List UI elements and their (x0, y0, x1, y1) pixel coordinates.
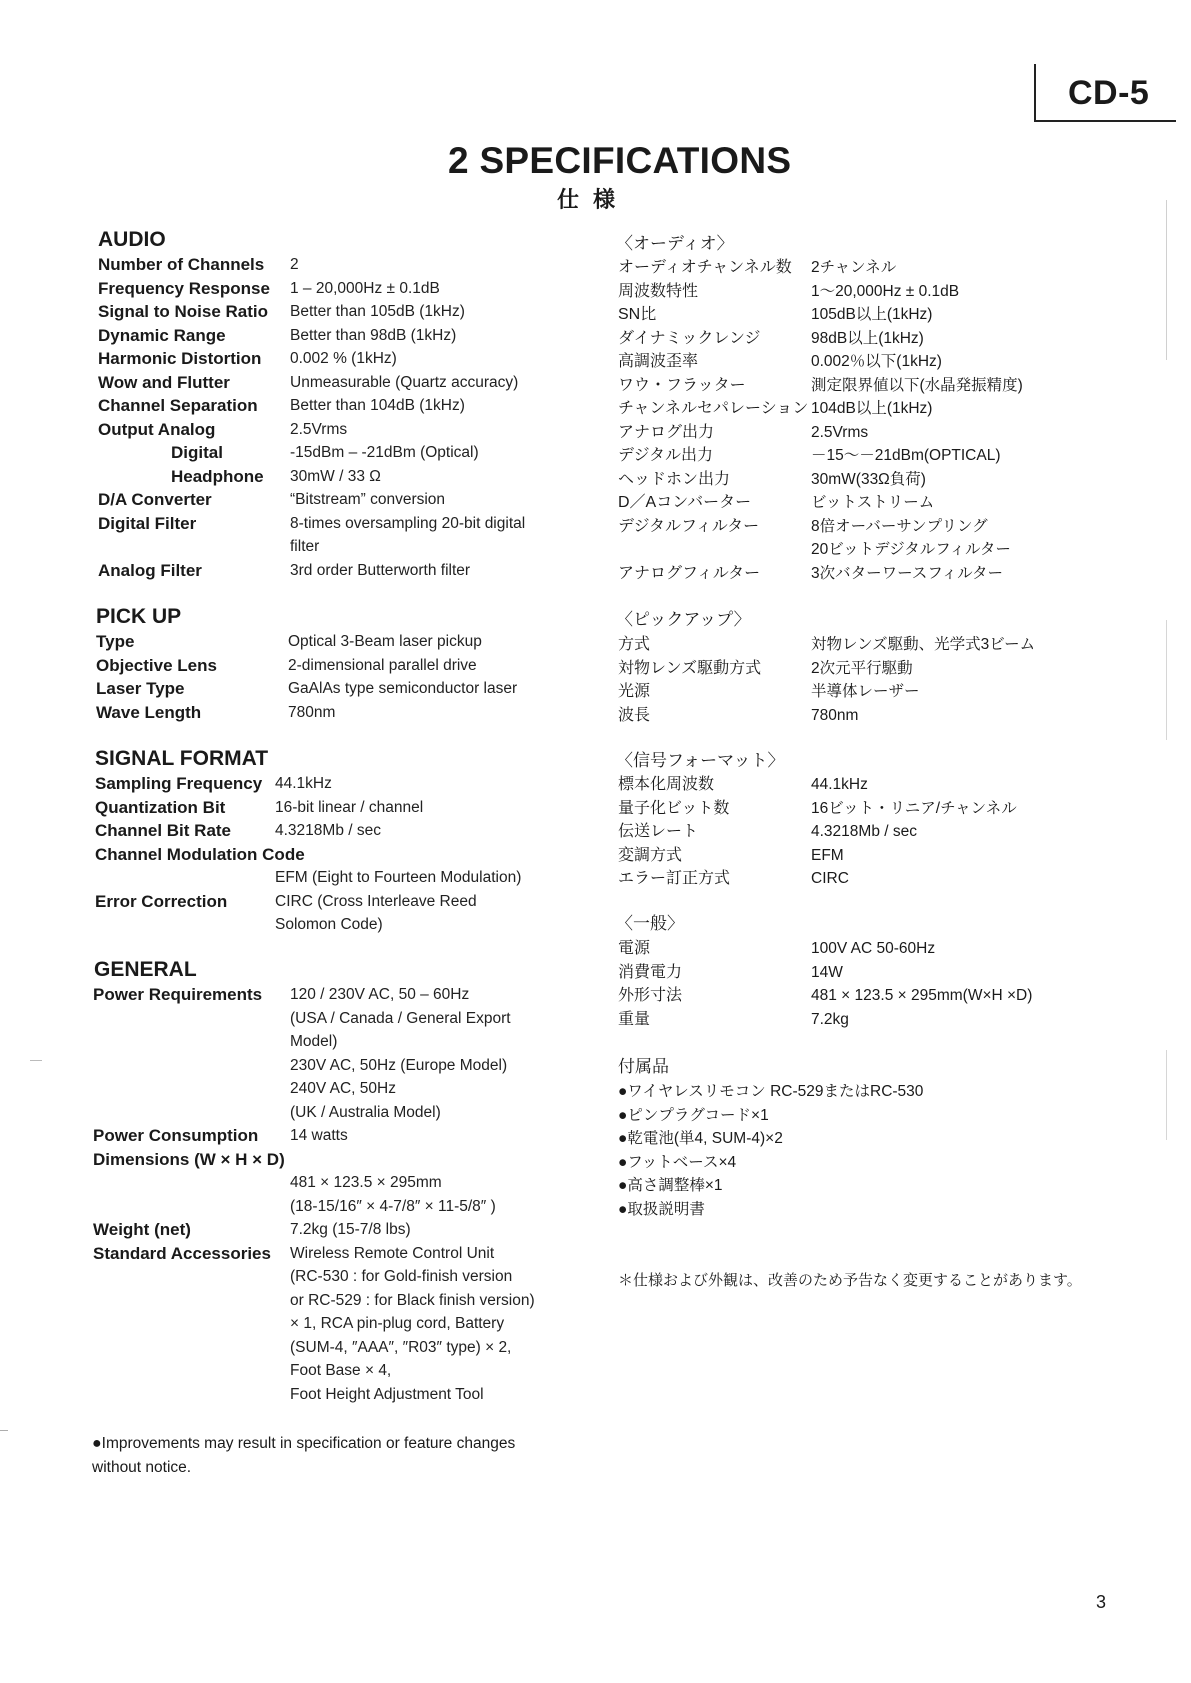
spec-row (95, 772, 565, 796)
jp-spec-label: デジタル出力 (618, 447, 714, 464)
spec-label: Headphone (171, 466, 264, 486)
page-number: 3 (1096, 1592, 1107, 1612)
jp-spec-value: 2チャンネル (811, 259, 897, 276)
spec-value: 7.2kg (15-7/8 lbs) (290, 1221, 411, 1238)
jp-spec-value: 16ビット・リニア/チャンネル (811, 799, 1017, 817)
spec-value: 120 / 230V AC, 50 – 60Hz (USA / Canada / General Export Model) 230V AC, 50Hz (Europe Model) 240V AC, 50Hz (UK / Australia Model) (290, 986, 511, 1121)
spec-label: Weight (net) (93, 1220, 191, 1239)
spec-row (98, 347, 580, 371)
spec-value: 481 × 123.5 × 295mm (18-15/16″ × 4-7/8″ × 11-5/8″ ) (290, 1174, 496, 1215)
spec-value: EFM (Eight to Fourteen Modulation) (275, 869, 522, 886)
jp-spec-value: 3次バターワースフィルター (811, 564, 1003, 582)
spec-row (98, 512, 580, 559)
jp-spec-value: 0.002％以下(1kHz) (811, 353, 942, 370)
jp-spec-row (618, 397, 1023, 421)
jp-spec-label: チャンネルセパレーション (618, 400, 809, 417)
jp-note: ＊仕様および外観は、改善のため予告なく変更することがあります。 (618, 1272, 1082, 1289)
scan-artifact (30, 1060, 42, 1061)
jp-spec-value: 8倍オーバーサンプリング 20ビットデジタルフィルター (811, 517, 1011, 558)
spec-label: Output Analog (98, 419, 216, 439)
spec-value: 2.5Vrms (290, 420, 348, 438)
spec-label: Power Consumption (93, 1126, 259, 1145)
footnote (92, 1432, 562, 1479)
jp-spec-value: 半導体レーザー (811, 683, 920, 700)
spec-row (93, 983, 580, 1124)
jp-spec-value: 44.1kHz (811, 776, 868, 793)
spec-value: Optical 3-Beam laser pickup (288, 633, 482, 650)
spec-label: Standard Accessories (93, 1243, 271, 1263)
spec-label: Digital (171, 443, 223, 462)
spec-row (98, 465, 580, 489)
spec-row (98, 394, 580, 418)
jp-spec-row (618, 657, 1035, 681)
jp-spec-label: 光源 (618, 683, 651, 700)
spec-value: Better than 98dB (1kHz) (290, 326, 457, 344)
jp-spec-label: ワウ・フラッター (618, 376, 746, 394)
jp-spec-value: EFM (811, 846, 844, 864)
spec-value: 1 – 20,000Hz ± 0.1dB (290, 279, 440, 297)
jp-spec-row (618, 680, 1035, 704)
jp-spec-value: 4.3218Mb / sec (811, 823, 917, 840)
jp-spec-row (618, 773, 1017, 797)
jp-spec-label: SN比 (618, 306, 657, 323)
spec-row (98, 371, 580, 395)
jp-spec-label: アナログフィルター (618, 564, 761, 582)
bullet-icon: ● (92, 1435, 102, 1452)
spec-row (95, 890, 565, 937)
jp-spec-label: 消費電力 (618, 963, 683, 981)
spec-label: Objective Lens (96, 655, 217, 675)
spec-label: Power Requirements (93, 985, 263, 1004)
jp-spec-value: 780nm (811, 706, 859, 724)
footnote-text: Improvements may result in specification or feature changes without notice. (92, 1435, 516, 1476)
jp-spec-value: 104dB以上(1kHz) (811, 400, 933, 417)
spec-label: Channel Modulation Code (95, 844, 305, 864)
general-heading: GENERAL (94, 958, 197, 981)
jp-spec-row (618, 421, 1023, 445)
jp-spec-label: 波長 (618, 706, 651, 724)
jp-signal-spec-list (618, 773, 1017, 891)
spec-label: Type (96, 632, 135, 651)
spec-row (98, 488, 580, 512)
jp-spec-row (618, 350, 1023, 374)
jp-spec-row (618, 984, 1032, 1008)
spec-row (98, 253, 580, 277)
spec-value: 3rd order Butterworth filter (290, 561, 471, 579)
jp-spec-label: ヘッドホン出力 (618, 470, 731, 488)
spec-value: 14 watts (290, 1127, 348, 1144)
jp-spec-label: デジタルフィルター (618, 517, 760, 535)
jp-spec-row (618, 961, 1032, 985)
spec-value: 16-bit linear / channel (275, 798, 424, 816)
spec-row (98, 441, 580, 465)
spec-value: GaAlAs type semiconductor laser (288, 680, 518, 697)
jp-accessory-item: ●高さ調整棒×1 (618, 1177, 723, 1194)
jp-spec-label: 周波数特性 (618, 282, 699, 300)
spec-row (98, 418, 580, 442)
spec-label: Harmonic Distortion (98, 349, 262, 368)
jp-spec-value: 2.5Vrms (811, 423, 869, 441)
spec-row (93, 1124, 580, 1148)
spec-label: Signal to Noise Ratio (98, 302, 269, 321)
audio-heading: AUDIO (98, 228, 166, 251)
spec-label: Quantization Bit (95, 797, 226, 817)
spec-label: Sampling Frequency (95, 774, 263, 793)
jp-spec-row (618, 468, 1023, 492)
spec-row (98, 324, 580, 348)
page-title: 2 SPECIFICATIONS (448, 140, 792, 181)
spec-value: “Bitstream” conversion (290, 491, 446, 508)
jp-spec-row (618, 1008, 1032, 1032)
pickup-spec-list (96, 630, 578, 724)
jp-spec-value: 30mW(33Ω負荷) (811, 470, 926, 488)
jp-spec-value: 2次元平行駆動 (811, 659, 913, 677)
spec-row (96, 677, 578, 701)
jp-spec-label: ダイナミックレンジ (618, 329, 761, 347)
jp-spec-row (618, 704, 1035, 728)
spec-value: -15dBm – -21dBm (Optical) (290, 444, 479, 461)
spec-value: CIRC (Cross Interleave Reed Solomon Code) (275, 892, 477, 933)
jp-spec-label: 方式 (618, 636, 651, 653)
jp-spec-label: 重量 (618, 1010, 651, 1028)
spec-row (98, 559, 580, 583)
spec-label: Frequency Response (98, 278, 270, 298)
jp-spec-value: 1～20,000Hz ± 0.1dB (811, 282, 960, 300)
spec-value: 8-times oversampling 20-bit digital filter (290, 514, 526, 555)
spec-label: Analog Filter (98, 560, 202, 580)
spec-value: 780nm (288, 703, 336, 721)
spec-label: Error Correction (95, 891, 228, 911)
jp-audio-spec-list (618, 256, 1023, 585)
jp-spec-value: 100V AC 50-60Hz (811, 940, 936, 957)
jp-spec-row (618, 515, 1023, 562)
jp-accessory-item: ●フットベース×4 (618, 1153, 737, 1171)
jp-spec-row (618, 820, 1017, 844)
spec-value: Unmeasurable (Quartz accuracy) (290, 373, 519, 391)
jp-spec-value: 14W (811, 963, 843, 981)
jp-accessory-item: ●ワイヤレスリモコン RC-529またはRC-530 (618, 1083, 924, 1100)
jp-spec-row (618, 327, 1023, 351)
spec-value: 2 (290, 256, 299, 273)
model-name: CD-5 (1068, 74, 1150, 112)
spec-label: Channel Separation (98, 396, 258, 415)
spec-row (93, 1148, 580, 1172)
spec-row (98, 277, 580, 301)
jp-accessory-item: ●取扱説明書 (618, 1200, 705, 1218)
jp-general-spec-list (618, 937, 1032, 1031)
jp-audio-heading: 〈オーディオ〉 (616, 234, 734, 253)
jp-spec-row (618, 937, 1032, 961)
spec-label: D/A Converter (98, 490, 212, 509)
jp-spec-label: 外形寸法 (618, 987, 683, 1004)
spec-value: 44.1kHz (275, 775, 332, 792)
spec-value: 0.002 % (1kHz) (290, 350, 397, 367)
jp-spec-row (618, 844, 1017, 868)
jp-spec-row (618, 256, 1023, 280)
jp-spec-row (618, 303, 1023, 327)
jp-spec-label: 対物レンズ駆動方式 (618, 659, 762, 677)
jp-spec-row (618, 867, 1017, 891)
jp-spec-row (618, 797, 1017, 821)
scan-artifact (1166, 200, 1167, 360)
spec-label: Dimensions (W × H × D) (93, 1149, 285, 1169)
jp-spec-label: エラー訂正方式 (618, 870, 731, 887)
spec-label: Digital Filter (98, 513, 197, 533)
spec-row (96, 630, 578, 654)
pickup-heading: PICK UP (96, 605, 182, 628)
spec-value: 2-dimensional parallel drive (288, 656, 477, 674)
jp-spec-row (618, 374, 1023, 398)
jp-spec-label: 量子化ビット数 (618, 799, 730, 817)
jp-spec-value: 105dB以上(1kHz) (811, 306, 933, 323)
page-title-jp: 仕様 (557, 187, 630, 212)
spec-label: Wow and Flutter (98, 372, 230, 392)
signal-format-spec-list (95, 772, 565, 937)
spec-value: Better than 104dB (1kHz) (290, 397, 465, 414)
spec-label: Wave Length (96, 702, 202, 722)
spec-label: Channel Bit Rate (95, 821, 232, 840)
scan-artifact (1166, 1050, 1167, 1140)
spec-row (93, 1171, 580, 1218)
jp-signal-heading: 〈信号フォーマット〉 (616, 751, 785, 770)
jp-spec-value: －15～－21dBm(OPTICAL) (811, 447, 1001, 464)
general-spec-list (93, 983, 580, 1406)
jp-spec-value: ビットストリーム (811, 494, 935, 511)
spec-value: 30mW / 33 Ω (290, 467, 381, 485)
jp-spec-value: 7.2kg (811, 1010, 849, 1028)
spec-row (93, 1242, 580, 1407)
spec-row (98, 300, 580, 324)
jp-spec-row (618, 444, 1023, 468)
jp-accessories-list (618, 1080, 923, 1221)
jp-spec-label: オーディオチャンネル数 (618, 259, 792, 276)
jp-accessory-item: ●ピンプラグコード×1 (618, 1106, 769, 1124)
jp-spec-value: 98dB以上(1kHz) (811, 329, 924, 347)
jp-spec-value: 481 × 123.5 × 295mm(W×H ×D) (811, 987, 1033, 1004)
signal-format-heading: SIGNAL FORMAT (95, 747, 269, 770)
jp-spec-label: 高調波歪率 (618, 353, 699, 370)
jp-spec-label: アナログ出力 (618, 423, 715, 441)
spec-row (96, 701, 578, 725)
spec-row (95, 819, 565, 843)
spec-label: Dynamic Range (98, 325, 226, 345)
spec-value: Wireless Remote Control Unit (RC-530 : for Gold-finish version or RC-529 : for Black finish version) × 1, RCA pin-plug cord, Battery (SUM-4, ″AAA″, ″R03″ type) × 2, Foot Base × 4, Foot Height Adjustment Tool (290, 1244, 535, 1403)
jp-spec-label: 伝送レート (618, 823, 699, 840)
spec-row (93, 1218, 580, 1242)
spec-row (96, 654, 578, 678)
spec-row (95, 843, 565, 867)
jp-spec-row (618, 562, 1023, 586)
jp-pickup-spec-list (618, 633, 1035, 727)
jp-spec-value: 測定限界値以下(水晶発振精度) (811, 376, 1023, 394)
jp-spec-label: D／Aコンバーター (618, 494, 752, 511)
jp-accessory-item: ●乾電池(単4, SUM-4)×2 (618, 1130, 783, 1147)
scan-artifact (1166, 620, 1167, 740)
jp-spec-row (618, 491, 1023, 515)
spec-label: Laser Type (96, 679, 185, 698)
spec-row (95, 866, 565, 890)
scan-artifact (0, 1430, 8, 1431)
audio-spec-list (98, 253, 580, 582)
spec-label: Number of Channels (98, 255, 265, 274)
spec-row (95, 796, 565, 820)
jp-spec-label: 標本化周波数 (618, 776, 715, 793)
jp-spec-value: CIRC (811, 870, 849, 887)
spec-value: Better than 105dB (1kHz) (290, 303, 465, 320)
jp-spec-label: 電源 (618, 940, 651, 957)
jp-spec-label: 変調方式 (618, 846, 683, 864)
jp-spec-row (618, 633, 1035, 657)
jp-spec-row (618, 280, 1023, 304)
jp-general-heading: 〈一般〉 (616, 914, 684, 933)
jp-pickup-heading: 〈ピックアップ〉 (616, 610, 751, 629)
jp-accessories-heading: 付属品 (618, 1057, 669, 1076)
jp-spec-value: 対物レンズ駆動、光学式3ビーム (811, 636, 1036, 653)
spec-value: 4.3218Mb / sec (275, 822, 381, 839)
